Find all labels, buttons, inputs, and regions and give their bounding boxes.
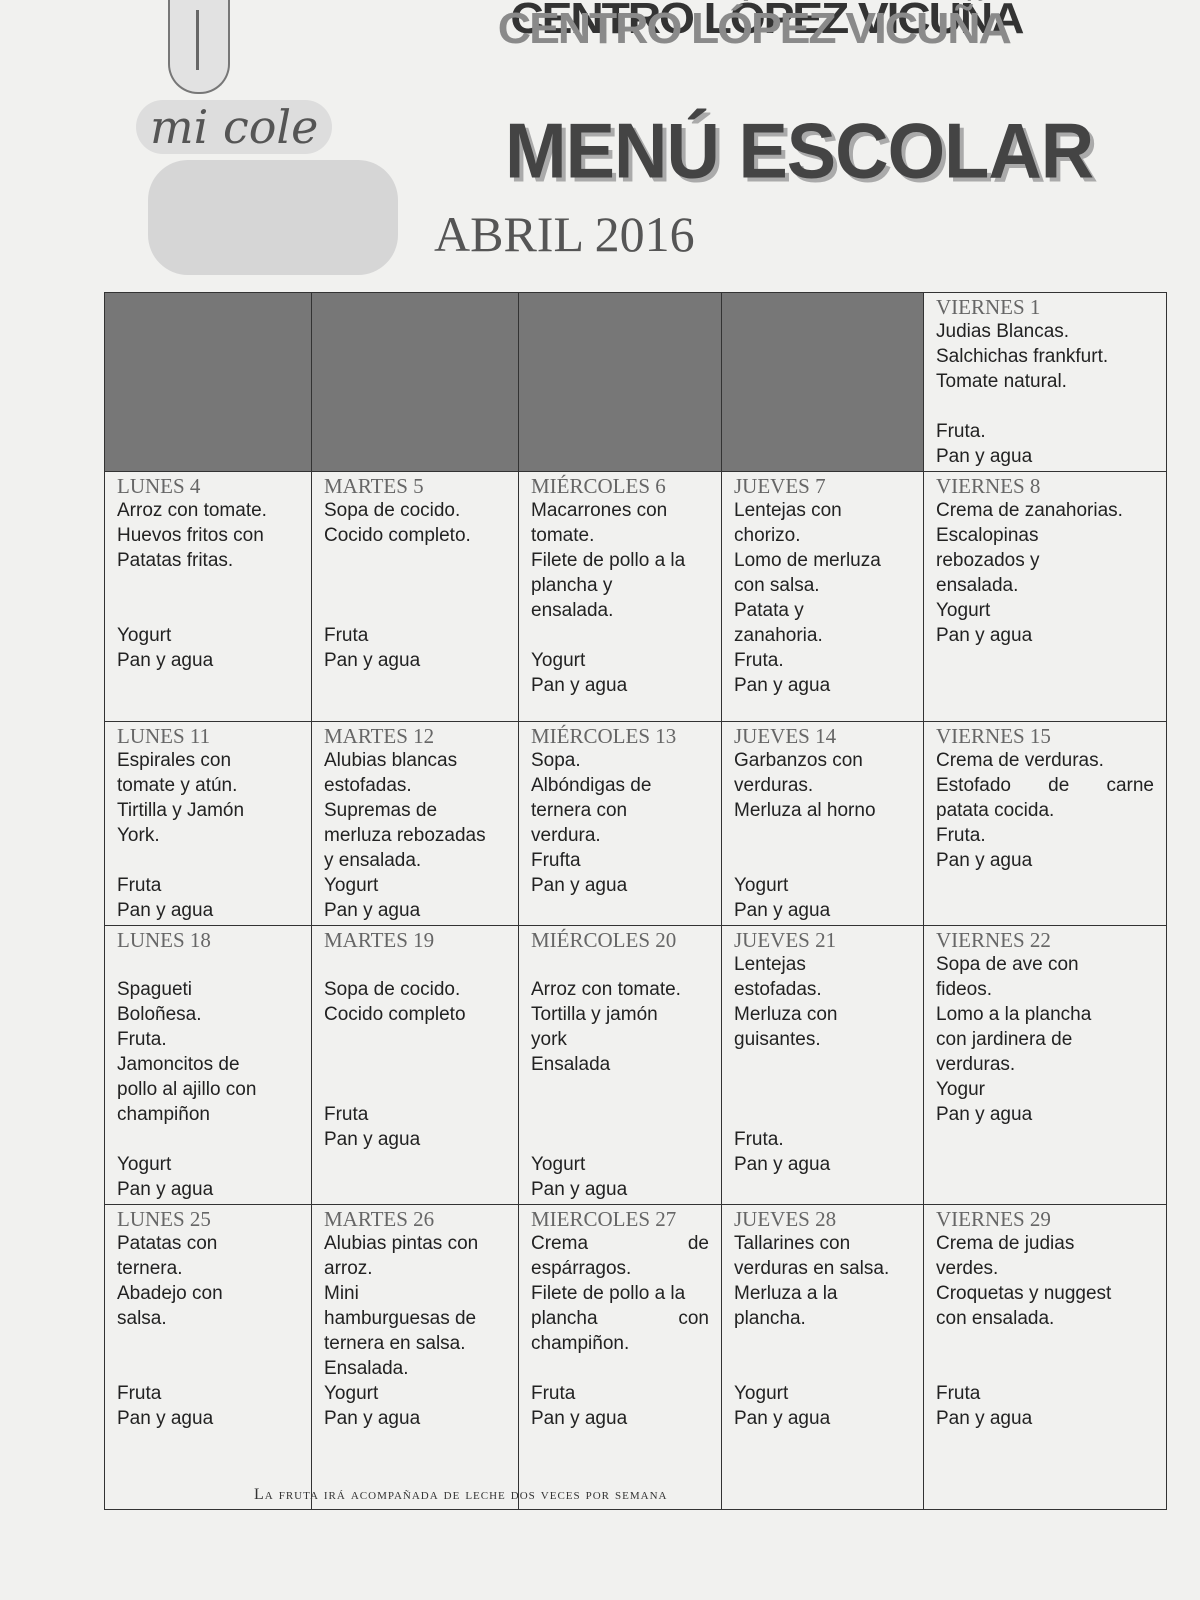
day-cell [519, 472, 722, 722]
menu-item: Sopa. [531, 750, 581, 771]
menu-item: Pan y agua [324, 900, 421, 921]
menu-item: Crema de judias [936, 1233, 1075, 1254]
empty-day-cell [312, 293, 519, 472]
menu-item [324, 1077, 506, 1102]
menu-item: Cocido completo [324, 1004, 466, 1025]
menu-item [936, 1331, 1154, 1356]
menu-item: Sopa de ave con [936, 954, 1079, 975]
menu-item: Pan y agua [324, 1408, 421, 1429]
day-cell [924, 926, 1167, 1205]
menu-item: Salchichas frankfurt. [936, 346, 1109, 367]
day-cell [519, 1205, 722, 1510]
day-cell [105, 472, 312, 722]
menu-item: con jardinera de [936, 1029, 1073, 1050]
day-cell [105, 1205, 312, 1510]
menu-item: Sopa de cocido. [324, 979, 461, 1000]
day-header: JUEVES 7 [734, 474, 826, 498]
menu-item: Pan y agua [936, 1104, 1033, 1125]
day-header: MARTES 19 [324, 928, 435, 952]
day-cell [924, 293, 1167, 472]
menu-item: Fruta. [117, 1029, 167, 1050]
day-header: LUNES 25 [117, 1207, 211, 1231]
day-header: VIERNES 29 [936, 1207, 1051, 1231]
menu-item [324, 573, 506, 598]
day-header: MIERCOLES 27 [531, 1207, 677, 1231]
menu-item: Merluza al horno [734, 800, 876, 821]
menu-item: Ensalada. [324, 1358, 409, 1379]
menu-item: Yogurt [531, 1154, 586, 1175]
menu-item: Filete de pollo a la [531, 550, 686, 571]
menu-item: champiñon [117, 1104, 210, 1125]
week-row [105, 1205, 1167, 1510]
menu-item: Pan y agua [936, 625, 1033, 646]
menu-item: Alubias pintas con [324, 1233, 479, 1254]
menu-item: Huevos fritos con [117, 525, 264, 546]
menu-item: Patatas con [117, 1233, 218, 1254]
menu-item [324, 952, 506, 977]
menu-item: Pan y agua [734, 1154, 831, 1175]
menu-item: Yogurt [936, 600, 991, 621]
day-cell [924, 1205, 1167, 1510]
menu-item: pollo al ajillo con [117, 1079, 257, 1100]
day-cell [312, 926, 519, 1205]
menu-item: Crema de zanahorias. [936, 500, 1123, 521]
menu-item: Pan y agua [117, 1179, 214, 1200]
menu-item: Fruta. [936, 825, 986, 846]
children-illustration [148, 160, 398, 275]
menu-item: Lentejas [734, 954, 806, 975]
menu-item: espárragos. [531, 1258, 632, 1279]
logo-text: mi cole [136, 100, 332, 154]
menu-item: Jamoncitos de [117, 1054, 240, 1075]
menu-item [734, 1052, 911, 1077]
menu-item: Tirtilla y Jamón [117, 800, 245, 821]
day-cell [312, 472, 519, 722]
menu-item: Tomate natural. [936, 371, 1067, 392]
menu-item: Judias Blancas. [936, 321, 1070, 342]
menu-item: Tallarines con [734, 1233, 851, 1254]
menu-table [104, 292, 1167, 1510]
day-header: JUEVES 21 [734, 928, 837, 952]
day-header: MARTES 12 [324, 724, 435, 748]
menu-item: Pan y agua [734, 900, 831, 921]
menu-item: Fruta. [936, 421, 986, 442]
day-cell [722, 926, 924, 1205]
empty-day-cell [519, 293, 722, 472]
day-header: MARTES 5 [324, 474, 424, 498]
menu-item: estofadas. [734, 979, 822, 1000]
menu-item [734, 1077, 911, 1102]
week-row [105, 926, 1167, 1205]
menu-item: Yogurt [324, 1383, 379, 1404]
day-header: JUEVES 14 [734, 724, 837, 748]
menu-item: Pan y agua [531, 1179, 628, 1200]
menu-item [936, 394, 1154, 419]
day-cell [519, 926, 722, 1205]
menu-item: Espirales con [117, 750, 232, 771]
menu-item: Fruta. [734, 650, 784, 671]
menu-item [117, 1331, 299, 1356]
day-cell [519, 722, 722, 926]
menu-item: Lentejas con [734, 500, 842, 521]
menu-item [531, 1077, 709, 1102]
menu-item: Mini [324, 1283, 359, 1304]
menu-item: Patatas fritas. [117, 550, 234, 571]
menu-item: tomate. [531, 525, 595, 546]
menu-item: Ensalada [531, 1054, 611, 1075]
menu-item: york [531, 1029, 567, 1050]
day-header: VIERNES 8 [936, 474, 1041, 498]
day-cell [722, 722, 924, 926]
menu-item: champiñon. [531, 1333, 630, 1354]
menu-item: con salsa. [734, 575, 820, 596]
day-cell [924, 722, 1167, 926]
menu-item: ensalada. [936, 575, 1019, 596]
menu-item [936, 1356, 1154, 1381]
menu-item: York. [117, 825, 160, 846]
menu-item: chorizo. [734, 525, 801, 546]
day-cell [312, 722, 519, 926]
menu-item: Pan y agua [324, 1129, 421, 1150]
menu-item [117, 1127, 299, 1152]
menu-item: Lomo de merluza [734, 550, 881, 571]
menu-item: ensalada. [531, 600, 614, 621]
menu-item: verdura. [531, 825, 601, 846]
menu-item [531, 623, 709, 648]
menu-item: Alubias blancas [324, 750, 458, 771]
menu-item: salsa. [117, 1308, 167, 1329]
menu-item: Fruta [324, 625, 369, 646]
day-header: LUNES 11 [117, 724, 211, 748]
menu-item: Estofado de carne [936, 775, 1154, 796]
menu-item: Escalopinas [936, 525, 1039, 546]
menu-item: Yogurt [117, 1154, 172, 1175]
week-row [105, 722, 1167, 926]
menu-item: Croquetas y nuggest [936, 1283, 1112, 1304]
menu-item: Garbanzos con [734, 750, 863, 771]
menu-item: guisantes. [734, 1029, 821, 1050]
menu-item: Boloñesa. [117, 1004, 202, 1025]
menu-item: fideos. [936, 979, 992, 1000]
menu-item: Pan y agua [324, 650, 421, 671]
menu-item: Macarrones con [531, 500, 668, 521]
menu-item [734, 823, 911, 848]
menu-item: ternera con [531, 800, 628, 821]
menu-item [531, 1127, 709, 1152]
menu-item: plancha con [531, 1308, 709, 1329]
menu-item: Arroz con tomate. [117, 500, 267, 521]
week-row [105, 293, 1167, 472]
menu-item: Yogurt [117, 625, 172, 646]
menu-item: Fruta [117, 1383, 162, 1404]
mi-cole-logo [118, 100, 408, 280]
school-name: CENTRO LÓPEZ VICUÑA [497, 4, 1010, 53]
menu-item: Pan y agua [936, 1408, 1033, 1429]
menu-item: Pan y agua [117, 1408, 214, 1429]
menu-item: ternera. [117, 1258, 183, 1279]
menu-item: Yogur [936, 1079, 985, 1100]
menu-item [734, 848, 911, 873]
menu-item [531, 952, 709, 977]
menu-item: Pan y agua [117, 650, 214, 671]
menu-item: Crema de [531, 1233, 709, 1254]
menu-item: patata cocida. [936, 800, 1055, 821]
menu-item: Merluza con [734, 1004, 838, 1025]
menu-item: Pan y agua [531, 1408, 628, 1429]
menu-item: Fruta [324, 1104, 369, 1125]
menu-item: plancha. [734, 1308, 806, 1329]
menu-item: Lomo a la plancha [936, 1004, 1092, 1025]
page-title: MENÚ ESCOLAR [505, 106, 1094, 195]
menu-item [531, 1102, 709, 1127]
menu-item: estofadas. [324, 775, 412, 796]
day-cell [924, 472, 1167, 722]
menu-item: verduras. [936, 1054, 1016, 1075]
menu-item [117, 598, 299, 623]
menu-item: Fruta [936, 1383, 981, 1404]
menu-item [117, 1356, 299, 1381]
menu-item: hamburguesas de [324, 1308, 477, 1329]
day-header: MIÉRCOLES 20 [531, 928, 677, 952]
day-cell [312, 1205, 519, 1510]
menu-item: verduras. [734, 775, 814, 796]
menu-item [117, 573, 299, 598]
menu-item: Tortilla y jamón [531, 1004, 658, 1025]
menu-item: verduras en salsa. [734, 1258, 890, 1279]
menu-item: Yogurt [734, 875, 789, 896]
menu-item: Supremas de [324, 800, 438, 821]
menu-item: Arroz con tomate. [531, 979, 681, 1000]
menu-item [734, 1331, 911, 1356]
empty-day-cell [105, 293, 312, 472]
menu-item: zanahoria. [734, 625, 823, 646]
menu-item [117, 848, 299, 873]
day-cell [722, 472, 924, 722]
week-row [105, 472, 1167, 722]
day-cell [722, 1205, 924, 1510]
menu-item: arroz. [324, 1258, 373, 1279]
menu-item: Frufta [531, 850, 581, 871]
menu-item: con ensalada. [936, 1308, 1055, 1329]
menu-item: verdes. [936, 1258, 999, 1279]
day-header: VIERNES 1 [936, 295, 1041, 319]
menu-item: rebozados y [936, 550, 1040, 571]
menu-item: Fruta. [734, 1129, 784, 1150]
menu-item: Pan y agua [117, 900, 214, 921]
menu-item: plancha y [531, 575, 613, 596]
day-header: LUNES 18 [117, 928, 211, 952]
day-header: MIÉRCOLES 13 [531, 724, 677, 748]
menu-item: Crema de verduras. [936, 750, 1104, 771]
menu-item [324, 548, 506, 573]
menu-item: Pan y agua [936, 446, 1033, 467]
menu-item: Filete de pollo a la [531, 1283, 686, 1304]
menu-item: Albóndigas de [531, 775, 652, 796]
menu-item [324, 1027, 506, 1052]
menu-item: tomate y atún. [117, 775, 238, 796]
menu-item: Pan y agua [531, 875, 628, 896]
menu-item: Sopa de cocido. [324, 500, 461, 521]
day-cell [105, 926, 312, 1205]
day-header: LUNES 4 [117, 474, 201, 498]
day-header: JUEVES 28 [734, 1207, 837, 1231]
menu-item: Abadejo con [117, 1283, 223, 1304]
month-title: ABRIL 2016 [434, 206, 695, 262]
menu-item: Yogurt [324, 875, 379, 896]
menu-item [734, 1356, 911, 1381]
menu-item: merluza rebozadas [324, 825, 486, 846]
menu-item: Fruta [531, 1383, 576, 1404]
day-header: VIERNES 22 [936, 928, 1051, 952]
day-cell [105, 722, 312, 926]
menu-item: ternera en salsa. [324, 1333, 466, 1354]
menu-item [531, 1356, 709, 1381]
menu-item [117, 952, 299, 977]
day-header: MARTES 26 [324, 1207, 435, 1231]
menu-item: Yogurt [734, 1383, 789, 1404]
day-header: VIERNES 15 [936, 724, 1051, 748]
menu-item: Fruta [117, 875, 162, 896]
menu-item [324, 598, 506, 623]
menu-item: Spagueti [117, 979, 193, 1000]
school-crest-logo [168, 0, 230, 94]
menu-item [324, 1052, 506, 1077]
menu-item: Patata y [734, 600, 804, 621]
menu-item: Pan y agua [936, 850, 1033, 871]
menu-item: Pan y agua [734, 1408, 831, 1429]
empty-day-cell [722, 293, 924, 472]
menu-item: Pan y agua [734, 675, 831, 696]
menu-item: Cocido completo. [324, 525, 471, 546]
menu-item: Yogurt [531, 650, 586, 671]
menu-item: Merluza a la [734, 1283, 838, 1304]
menu-item: Pan y agua [531, 675, 628, 696]
day-header: MIÉRCOLES 6 [531, 474, 666, 498]
menu-item: y ensalada. [324, 850, 422, 871]
menu-item [734, 1102, 911, 1127]
footer-note: La fruta irá acompañada de leche dos veces por semana [254, 1486, 668, 1503]
